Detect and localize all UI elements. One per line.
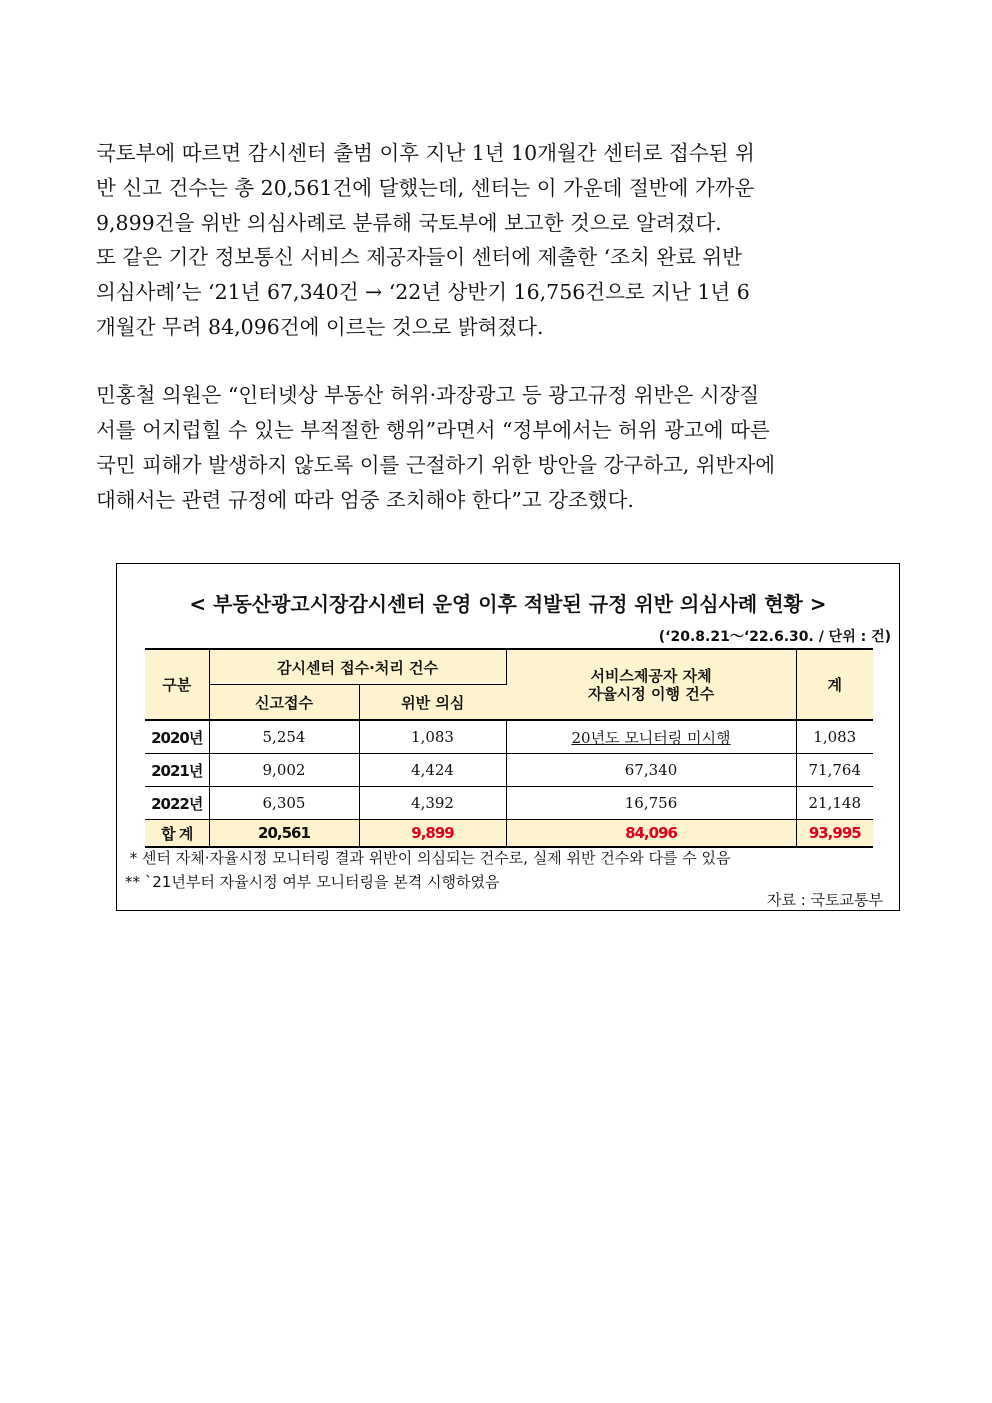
paragraph-1: [96, 136, 896, 241]
statistics-table: [145, 648, 873, 848]
paragraph-3: [96, 378, 896, 518]
cell-provider: 67,340: [506, 754, 796, 787]
paragraph-line: 9,899건을 위반 의심사례로 분류해 국토부에 보고한 것으로 알려졌다.: [96, 211, 722, 235]
note-line: * 센터 자체·자율시정 모니터링 결과 위반이 의심되는 건수로, 실제 위반 건수와 다를 수 있음: [125, 849, 731, 867]
paragraph-line: 의심사례’는 ‘21년 67,340건 → ‘22년 상반기 16,756건으로 지난 1년 6: [96, 280, 750, 304]
total-sum: 93,995: [796, 820, 873, 848]
paragraph-line: 대해서는 관련 규정에 따라 엄중 조치해야 한다”고 강조했다.: [96, 488, 634, 512]
header-provider-line2: 자율시정 이행 건수: [587, 684, 715, 703]
table-row: [145, 720, 873, 754]
table-row: [145, 787, 873, 820]
paragraph-line: 개월간 무려 84,096건에 이르는 것으로 밝혀졌다.: [96, 315, 544, 339]
header-provider: [506, 649, 796, 720]
cell-suspected: 4,424: [359, 754, 506, 787]
cell-reports: 6,305: [209, 787, 359, 820]
row-year: 2021년: [145, 754, 209, 787]
cell-provider: [506, 720, 796, 754]
header-category: 구분: [145, 649, 209, 720]
total-suspected: 9,899: [359, 820, 506, 848]
cell-reports: 9,002: [209, 754, 359, 787]
paragraph-line: 또 같은 기간 정보통신 서비스 제공자들이 센터에 제출한 ‘조치 완료 위반: [96, 245, 742, 269]
paragraph-line: 민홍철 의원은 “인터넷상 부동산 허위·과장광고 등 광고규정 위반은 시장질: [96, 383, 760, 407]
header-reports: 신고접수: [209, 685, 359, 721]
header-total: 계: [796, 649, 873, 720]
paragraph-2: [96, 240, 896, 345]
total-row: [145, 820, 873, 848]
total-label: 합 계: [145, 820, 209, 848]
paragraph-line: 국민 피해가 발생하지 않도록 이를 근절하기 위한 방안을 강구하고, 위반자에: [96, 453, 776, 477]
table-title: < 부동산광고시장감시센터 운영 이후 적발된 규정 위반 의심사례 현황 >: [189, 592, 827, 616]
cell-suspected: 4,392: [359, 787, 506, 820]
row-year: 2020년: [145, 720, 209, 754]
note-line: ** `21년부터 자율시정 여부 모니터링을 본격 시행하였음: [125, 873, 500, 891]
header-provider-line1: 서비스제공자 자체: [590, 666, 712, 685]
paragraph-line: 서를 어지럽힐 수 있는 부적절한 행위”라면서 “정부에서는 허위 광고에 따른: [96, 418, 770, 442]
table-unit: (‘20.8.21～‘22.6.30. / 단위 : 건): [658, 629, 891, 645]
cell-suspected: 1,083: [359, 720, 506, 754]
header-center-group: 감시센터 접수·처리 건수: [209, 649, 506, 685]
paragraph-line: 국토부에 따르면 감시센터 출범 이후 지난 1년 10개월간 센터로 접수된 위: [96, 141, 755, 165]
cell-provider: 16,756: [506, 787, 796, 820]
cell-provider-text: 20년도 모니터링 미시행: [571, 728, 731, 747]
cell-total: 71,764: [796, 754, 873, 787]
row-year: 2022년: [145, 787, 209, 820]
table-notes: [125, 846, 730, 894]
header-row-1: [145, 649, 873, 685]
paragraph-line: 반 신고 건수는 총 20,561건에 달했는데, 센터는 이 가운데 절반에 가까운: [96, 176, 755, 200]
table-row: [145, 754, 873, 787]
cell-total: 21,148: [796, 787, 873, 820]
header-suspected: 위반 의심: [359, 685, 506, 721]
total-reports: 20,561: [209, 820, 359, 848]
cell-reports: 5,254: [209, 720, 359, 754]
statistics-box: [116, 563, 900, 911]
cell-total: 1,083: [796, 720, 873, 754]
total-provider: 84,096: [506, 820, 796, 848]
table-source: 자료 : 국토교통부: [766, 891, 883, 909]
